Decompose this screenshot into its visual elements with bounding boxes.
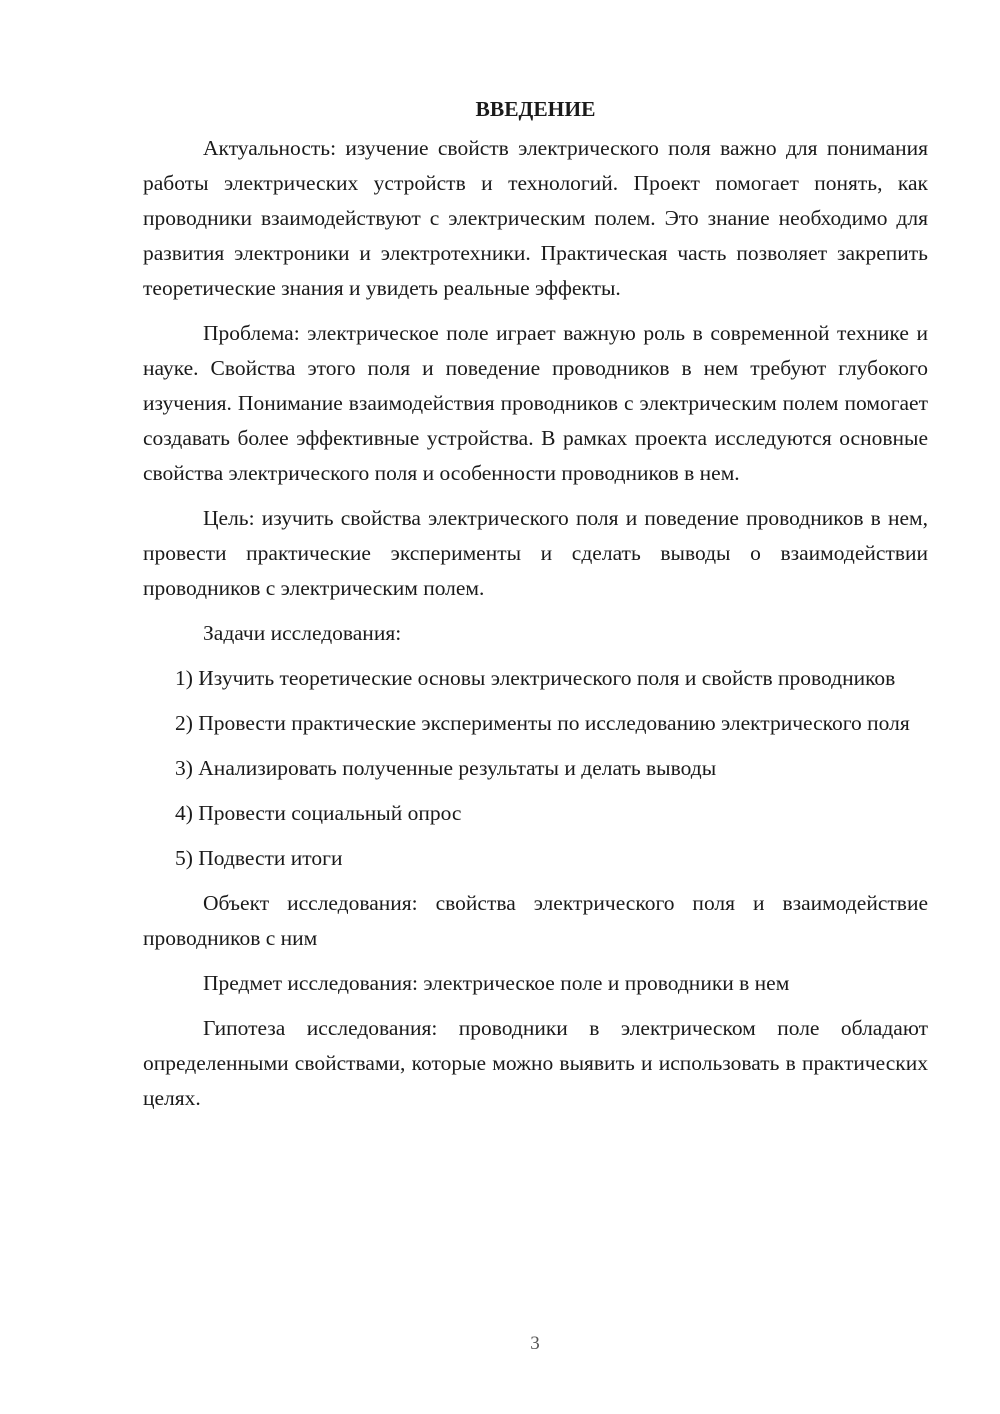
paragraph-goal: Цель: изучить свойства электрического поля и поведение проводников в нем, провести практические эксперименты и сделать выводы о взаимодействии проводников с электрическим полем. <box>143 506 928 600</box>
task-item: 1) Изучить теоретические основы электрического поля и свойств проводников <box>175 666 896 690</box>
paragraph-relevance: Актуальность: изучение свойств электрического поля важно для понимания работы электрических устройств и технологий. Проект помогает понять, как проводники взаимодействуют с электрическим полем. Это знание необходимо для развития электроники и электротехники. Практическая часть позволяет закрепить теоретические знания и увидеть реальные эффекты. <box>143 136 928 300</box>
page-title: ВВЕДЕНИЕ <box>475 97 596 121</box>
page-number: 3 <box>530 1333 540 1354</box>
paragraph-subject: Предмет исследования: электрическое поле и проводники в нем <box>203 971 790 995</box>
task-item: 5) Подвести итоги <box>175 846 343 870</box>
paragraph-object: Объект исследования: свойства электрического поля и взаимодействие проводников с ним <box>143 891 928 950</box>
task-item: 4) Провести социальный опрос <box>175 801 462 825</box>
paragraph-problem: Проблема: электрическое поле играет важную роль в современной технике и науке. Свойства этого поля и поведение проводников в нем требуют глубокого изучения. Понимание взаимодействия проводников с электрическим полем помогает создавать более эффективные устройства. В рамках проекта исследуются основные свойства электрического поля и особенности проводников в нем. <box>143 321 928 485</box>
task-item: 2) Провести практические эксперименты по исследованию электрического поля <box>175 711 910 735</box>
paragraph-hypothesis: Гипотеза исследования: проводники в электрическом поле обладают определенными свойствами, которые можно выявить и использовать в практических целях. <box>143 1016 928 1110</box>
task-item: 3) Анализировать полученные результаты и делать выводы <box>175 756 717 780</box>
tasks-heading: Задачи исследования: <box>203 621 402 645</box>
document-body <box>143 92 928 1126</box>
